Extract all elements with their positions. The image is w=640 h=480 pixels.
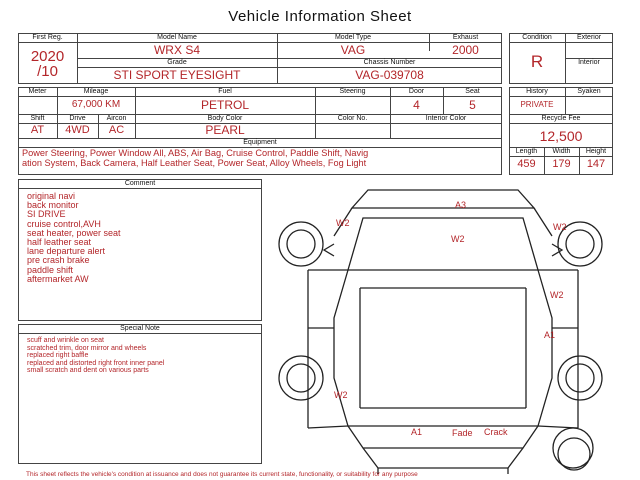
- door-label: Door: [408, 88, 425, 95]
- note-line: replaced and distorted right front inner panel: [27, 359, 165, 367]
- width-label: Width: [552, 148, 571, 155]
- comment-line: back monitor: [27, 200, 79, 211]
- special-note-list: [27, 337, 164, 375]
- mark-crack: Crack: [484, 427, 508, 437]
- car-diagram: [268, 178, 618, 474]
- mark-a1-rear: A1: [411, 427, 423, 437]
- disclaimer: This sheet reflects the vehicle's condition at issuance and does not guarantee its current state, functionality, or suitability for any purpose: [26, 471, 418, 478]
- note-line: small scratch and dent on various parts: [27, 367, 149, 375]
- note-line: scuff and wrinkle on seat: [27, 337, 104, 344]
- aircon-label: Aircon: [106, 115, 127, 122]
- comment-line: aftermarket AW: [27, 273, 89, 284]
- first-reg-year: 2020: [30, 48, 65, 65]
- equipment-line-2: ation System, Back Camera, Half Leather Seat, Power Seat, Alloy Wheels, Fog Light: [22, 158, 367, 168]
- chassis-label: Chassis Number: [363, 59, 416, 66]
- model-type-label: Model Type: [334, 34, 372, 41]
- drive-label: Drive: [69, 115, 86, 122]
- first-reg-month: /10: [37, 63, 58, 80]
- mark-w2-roof: W2: [451, 234, 465, 244]
- comment-line: lane departure alert: [27, 246, 106, 257]
- mark-a3: A3: [455, 200, 467, 210]
- model-type-value: VAG: [340, 43, 366, 57]
- mark-w2-front-left: W2: [336, 218, 350, 228]
- exhaust-value: 2000: [452, 43, 479, 57]
- comment-label: Comment: [124, 180, 156, 187]
- equipment-line-1: Power Steering, Power Window All, ABS, Air Bag, Cruise Control, Paddle Shift, Navig: [22, 148, 369, 158]
- seat-label: Seat: [465, 88, 480, 95]
- interior-label: Interior: [578, 59, 600, 66]
- mileage-value: 67,000 KM: [71, 99, 121, 110]
- history-value: PRIVATE: [520, 100, 554, 109]
- comment-line: pre crash brake: [27, 255, 90, 266]
- comment-line: seat heater, power seat: [27, 227, 121, 238]
- special-note-label: Special Note: [120, 325, 160, 332]
- height-value: 147: [586, 158, 606, 170]
- color-no-label: Color No.: [337, 115, 368, 122]
- recycle-fee-label: Recycle Fee: [541, 115, 581, 122]
- body-color-label: Body Color: [207, 115, 243, 122]
- length-value: 459: [517, 158, 536, 170]
- shift-label: Shift: [30, 115, 45, 122]
- fuel-value: PETROL: [200, 98, 249, 112]
- width-value: 179: [552, 158, 571, 170]
- model-name-value: WRX S4: [153, 43, 200, 57]
- aircon-value: AC: [108, 124, 125, 136]
- door-value: 4: [413, 98, 420, 112]
- steering-label: Steering: [339, 88, 366, 95]
- comment-line: SI DRIVE: [27, 209, 66, 220]
- note-line: scratched trim, door mirror and wheels: [27, 344, 147, 352]
- equipment-label: Equipment: [243, 139, 277, 146]
- height-label: Height: [585, 148, 607, 155]
- mark-a1-right: A1: [544, 330, 556, 340]
- shift-value: AT: [30, 124, 45, 136]
- seat-value: 5: [469, 98, 476, 112]
- mark-w2-front-right: W2: [553, 222, 567, 232]
- grade-label: Grade: [167, 59, 187, 66]
- chassis-value: VAG-039708: [355, 68, 424, 82]
- body-color-value: PEARL: [205, 123, 245, 137]
- drive-value: 4WD: [65, 124, 90, 136]
- comment-line: original navi: [27, 191, 76, 201]
- comment-line: paddle shift: [27, 264, 74, 275]
- sheet-title: Vehicle Information Sheet: [228, 8, 412, 25]
- syaken-label: Syaken: [577, 88, 601, 95]
- model-name-label: Model Name: [157, 34, 197, 41]
- note-line: replaced right baffle: [27, 352, 89, 360]
- exhaust-label: Exhaust: [452, 34, 479, 41]
- history-label: History: [526, 88, 548, 95]
- length-label: Length: [515, 148, 538, 155]
- mark-w2-rear-left: W2: [334, 390, 348, 400]
- condition-label: Condition: [522, 34, 552, 41]
- mark-fade: Fade: [452, 428, 473, 438]
- mark-w2-right: W2: [550, 290, 564, 300]
- recycle-fee-value: 12,500: [539, 128, 583, 144]
- grade-value: STI SPORT EYESIGHT: [113, 68, 241, 82]
- comment-line: cruise control,AVH: [27, 218, 101, 229]
- interior-color-label: Interior Color: [425, 115, 467, 122]
- exterior-label: Exterior: [576, 34, 602, 41]
- comment-line: half leather seat: [27, 237, 92, 248]
- meter-label: Meter: [28, 88, 47, 95]
- fuel-label: Fuel: [218, 88, 232, 95]
- comment-list: [27, 192, 121, 284]
- mileage-label: Mileage: [83, 88, 109, 95]
- condition-grade: R: [530, 52, 544, 71]
- first-reg-label: First Reg.: [32, 34, 63, 41]
